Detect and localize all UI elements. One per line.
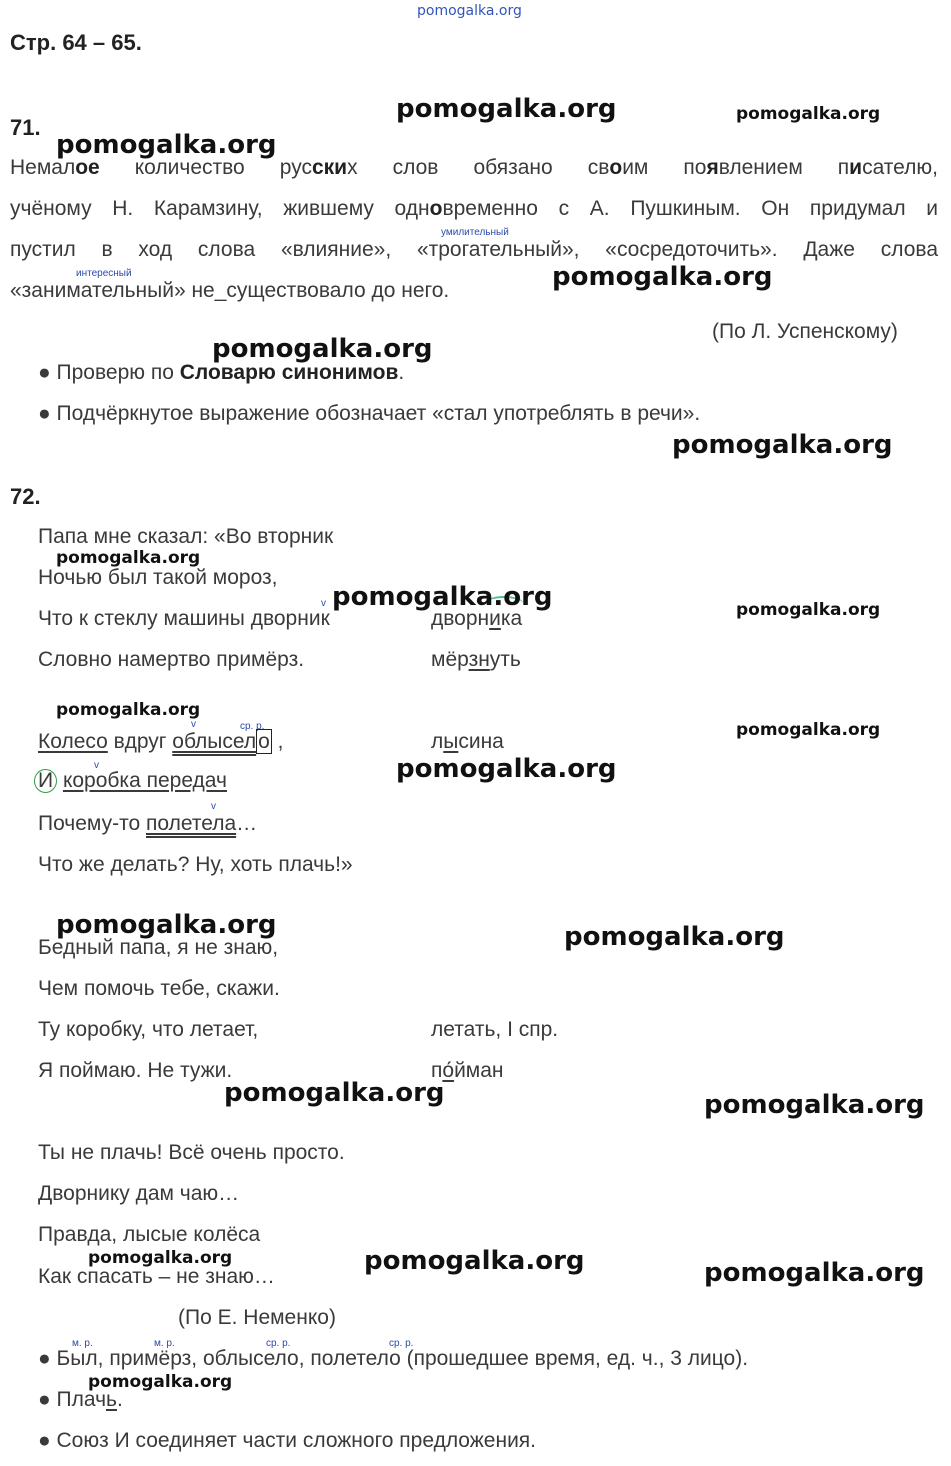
ex71-line-3: пустил в ход слова «влияние», «трогательный», «сосредоточить». Даже слова <box>10 238 938 261</box>
poem4-line-1: Ты не плачь! Всё очень просто. <box>38 1141 345 1164</box>
watermark: pomogalka.org <box>56 130 277 160</box>
stress-mark: v <box>191 719 196 730</box>
watermark: pomogalka.org <box>396 94 617 124</box>
poem2-line-2: И коробка передач <box>34 769 227 793</box>
check-word-3: лысина <box>431 730 504 753</box>
gender-label-mr: м. р. <box>72 1338 93 1349</box>
poem1-line-2: Ночью был такой мороз, <box>38 566 278 589</box>
exercise-71-number: 71. <box>10 115 41 140</box>
poem3-line-4: Я поймаю. Не тужи. <box>38 1059 233 1082</box>
watermark: pomogalka.org <box>56 700 201 720</box>
synonym-interesny: интересный <box>76 268 132 279</box>
watermark: pomogalka.org <box>736 720 881 740</box>
check-word-5: по́йман <box>431 1059 504 1082</box>
poem4-line-4: Как спасать – не знаю… <box>38 1265 275 1288</box>
watermark: pomogalka.org <box>672 430 893 460</box>
watermark: pomogalka.org <box>552 262 773 292</box>
ex72-bullet-1: ● Был, примёрз, облысело, полетело (прошедшее время, ед. ч., 3 лицо). <box>38 1347 749 1370</box>
poem4-line-3: Правда, лысые колёса <box>38 1223 261 1246</box>
gender-label-sr: ср. р. <box>266 1338 291 1349</box>
watermark: pomogalka.org <box>564 922 785 952</box>
poem1-line-3: Что к стеклу машины дворник <box>38 607 330 630</box>
watermark: pomogalka.org <box>736 104 881 124</box>
watermark: pomogalka.org <box>88 1248 233 1268</box>
poem3-line-1: Бедный папа, я не знаю, <box>38 936 279 959</box>
gender-label-mr: м. р. <box>154 1338 175 1349</box>
watermark: pomogalka.org <box>56 548 201 568</box>
stress-mark: v <box>211 801 216 812</box>
conjunction-circle: И <box>34 769 57 793</box>
watermark: pomogalka.org <box>704 1090 925 1120</box>
watermark: pomogalka.org <box>736 600 881 620</box>
watermark: pomogalka.org <box>56 910 277 940</box>
exercise-72-number: 72. <box>10 484 41 509</box>
watermark: pomogalka.org <box>364 1246 585 1276</box>
gender-label-sr: ср. р. <box>240 721 265 732</box>
ex71-line-4: «занимательный» не_существовало до него. <box>10 279 450 302</box>
top-watermark: pomogalka.org <box>417 3 522 19</box>
poem2-line-4: Что же делать? Ну, хоть плачь!» <box>38 853 353 876</box>
ex72-source: (По Е. Неменко) <box>178 1306 336 1329</box>
poem2-line-3: Почему-то полетела… <box>38 812 258 835</box>
ex72-bullet-2: ● Плачь. <box>38 1388 123 1411</box>
synonym-umilitelny: умилительный <box>441 227 509 238</box>
ex72-bullet-3: ● Союз И соединяет части сложного предложения. <box>38 1429 537 1452</box>
gender-label-sr: ср. р. <box>389 1338 414 1349</box>
check-word-1: дворника <box>431 607 523 630</box>
watermark: pomogalka.org <box>212 334 433 364</box>
check-word-4: летать, I спр. <box>431 1018 559 1041</box>
watermark: pomogalka.org <box>704 1258 925 1288</box>
poem1-line-4: Словно намертво примёрз. <box>38 648 305 671</box>
watermark: pomogalka.org <box>332 582 553 612</box>
ex71-source: (По Л. Успенскому) <box>712 320 898 343</box>
check-word-2: мёрзнуть <box>431 648 521 671</box>
poem3-line-2: Чем помочь тебе, скажи. <box>38 977 280 1000</box>
ex71-line-2: учёному Н. Карамзину, жившему одновременно с А. Пушкиным. Он придумал и <box>10 197 938 220</box>
poem4-line-2: Дворнику дам чаю… <box>38 1182 240 1205</box>
poem2-line-1: Колесо вдруг облысело , <box>38 730 284 753</box>
stress-mark: v <box>321 598 326 609</box>
ex71-bullet-2: ● Подчёркнутое выражение обозначает «стал употреблять в речи». <box>38 402 701 425</box>
stress-mark: v <box>94 760 99 771</box>
watermark: pomogalka.org <box>396 754 617 784</box>
poem1-line-1: Папа мне сказал: «Во вторник <box>38 525 334 548</box>
ex71-line-1: Немалое количество русских слов обязано своим появлением писателю, <box>10 156 938 179</box>
ex71-bullet-1: ● Проверю по Словарю синонимов. <box>38 361 405 384</box>
poem3-line-3: Ту коробку, что летает, <box>38 1018 259 1041</box>
watermark: pomogalka.org <box>224 1078 445 1108</box>
page-title: Стр. 64 – 65. <box>10 30 142 55</box>
watermark: pomogalka.org <box>88 1372 233 1392</box>
